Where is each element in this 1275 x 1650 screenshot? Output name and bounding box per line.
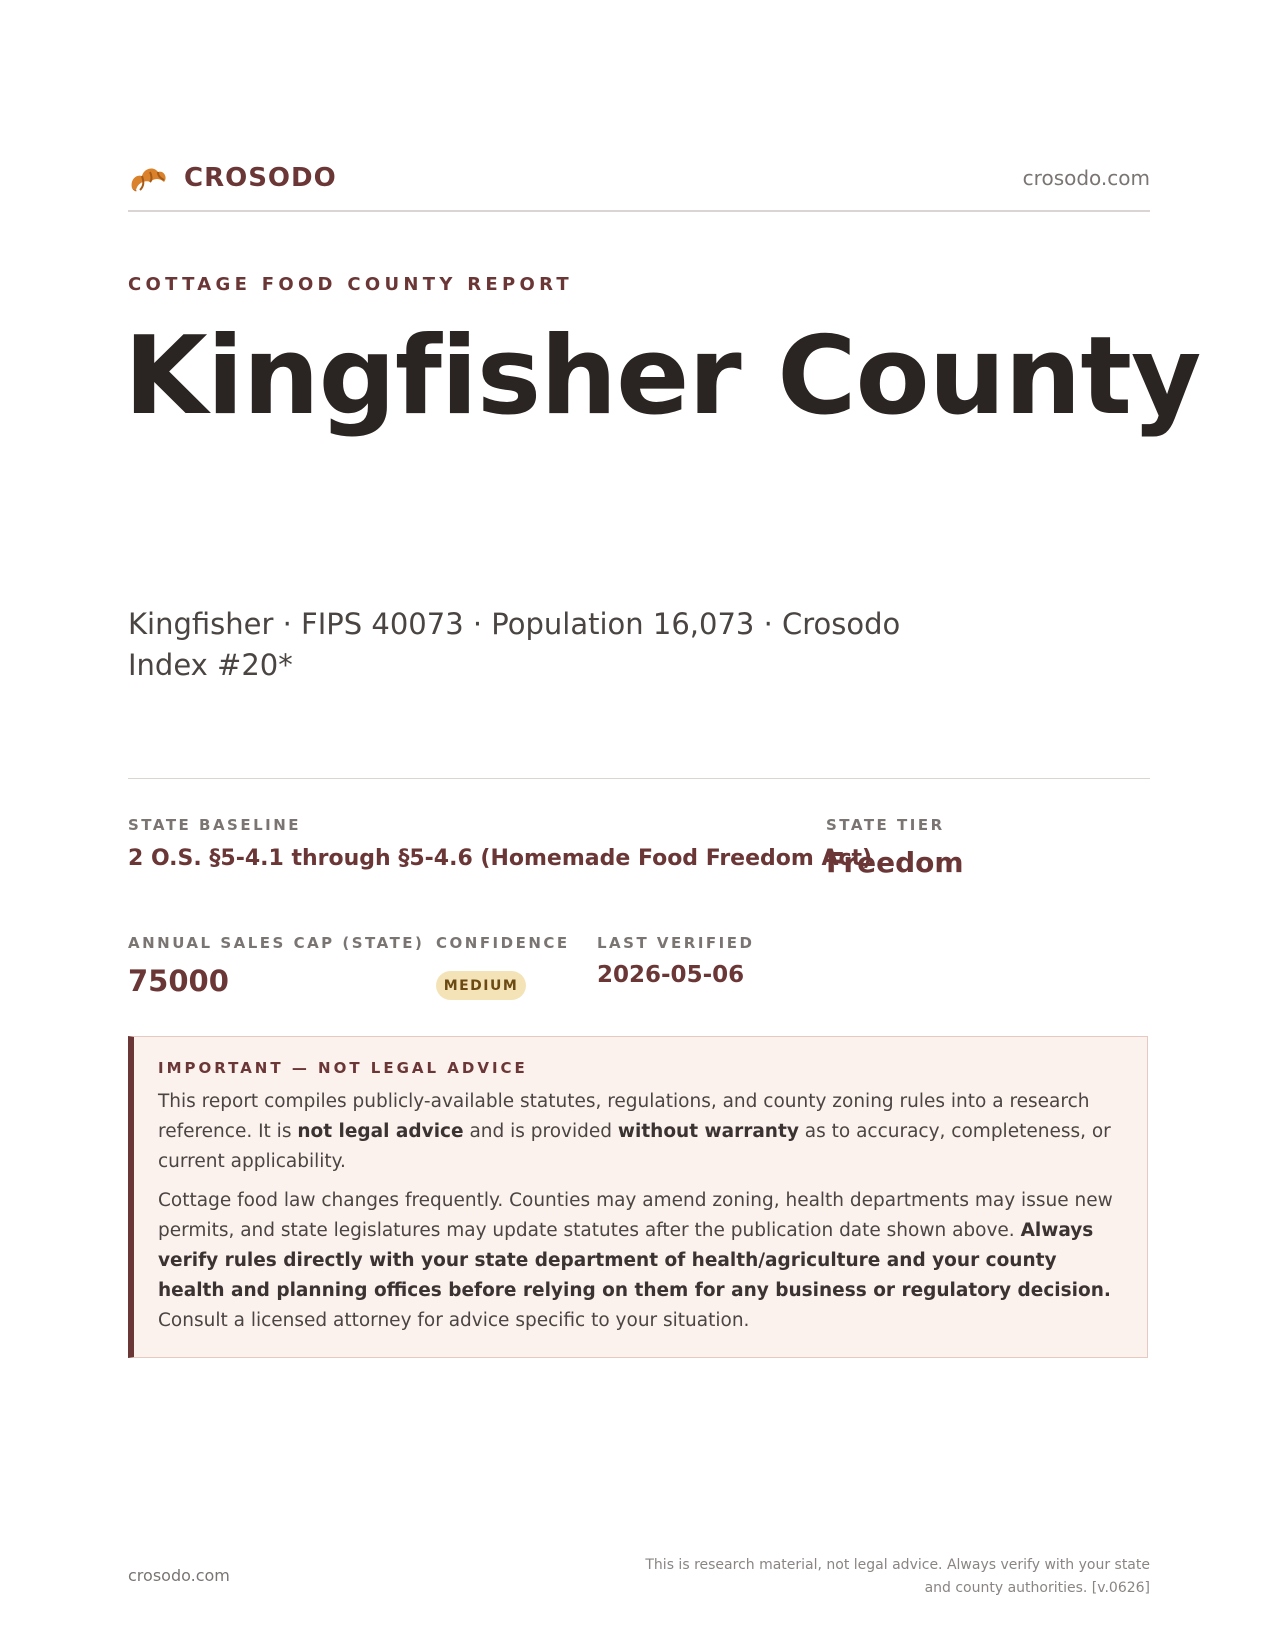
legal-notice xyxy=(128,1036,1148,1358)
footer-disclaimer: This is research material, not legal advice. Always verify with your state and county authorities. [v.0626] xyxy=(645,1557,1150,1596)
logo xyxy=(128,158,337,198)
notice-paragraph-2 xyxy=(158,1186,1118,1336)
notice-paragraph-1 xyxy=(158,1087,1118,1177)
county-title: Kingfisher County xyxy=(124,314,1201,439)
section-divider xyxy=(128,778,1150,779)
sales-cap-label: ANNUAL SALES CAP (STATE) xyxy=(128,934,425,952)
state-tier-label: STATE TIER xyxy=(826,816,945,834)
notice-text: Cottage food law changes frequently. Counties may amend zoning, health departments may issue new permits, and state legislatures may update statutes after the publication date shown above. xyxy=(158,1190,1113,1241)
state-baseline-label: STATE BASELINE xyxy=(128,816,302,834)
last-verified-value: 2026-05-06 xyxy=(597,962,745,988)
croissant-icon xyxy=(128,158,168,198)
state-tier-value: Freedom xyxy=(826,846,964,879)
county-subtitle: Kingfisher · FIPS 40073 · Population 16,073 · Crosodo Index #20* xyxy=(128,607,901,682)
notice-emphasis: not legal advice xyxy=(297,1121,464,1142)
sales-cap-value: 75000 xyxy=(128,964,229,998)
report-eyebrow: COTTAGE FOOD COUNTY REPORT xyxy=(128,274,574,295)
notice-title: IMPORTANT — NOT LEGAL ADVICE xyxy=(158,1059,528,1077)
notice-text: and is provided xyxy=(463,1121,618,1142)
state-baseline-value: 2 O.S. §5-4.1 through §5-4.6 (Homemade Food Freedom Act) xyxy=(128,846,873,871)
notice-text: Consult a licensed attorney for advice specific to your situation. xyxy=(158,1310,750,1331)
last-verified-label: LAST VERIFIED xyxy=(597,934,755,952)
confidence-label: CONFIDENCE xyxy=(436,934,570,952)
footer-site[interactable]: crosodo.com xyxy=(128,1566,230,1585)
site-link[interactable]: crosodo.com xyxy=(1022,166,1150,190)
notice-emphasis: Always verify rules directly with your state department of health/agriculture and your county health and planning offices before relying on them for any business or regulatory decision. xyxy=(158,1220,1111,1301)
brand-name: CROSODO xyxy=(184,163,337,193)
notice-text: This report compiles publicly-available statutes, regulations, and county zoning rules into a research reference. It is xyxy=(158,1091,1090,1142)
page-header xyxy=(128,158,1150,212)
notice-emphasis: without warranty xyxy=(617,1121,799,1142)
notice-text: as to accuracy, completeness, or current applicability. xyxy=(158,1121,1111,1172)
confidence-badge: MEDIUM xyxy=(436,971,526,1000)
